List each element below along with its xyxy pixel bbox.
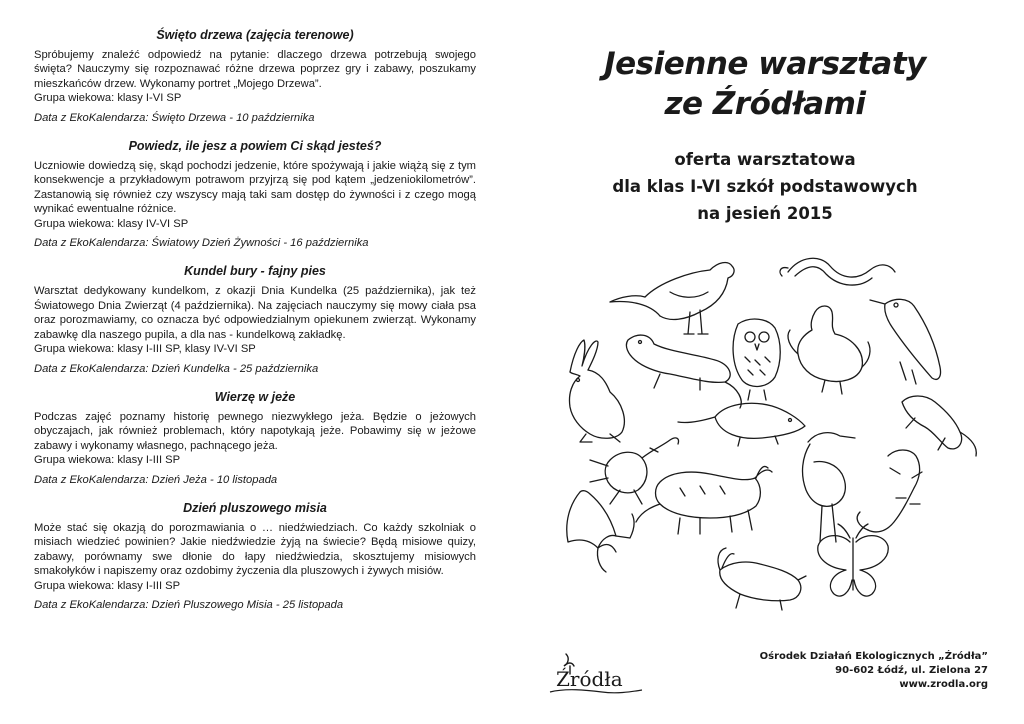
cover-page (540, 0, 1024, 724)
owl-icon (733, 319, 780, 400)
workshop-section (34, 264, 476, 375)
stoat-icon (626, 335, 741, 408)
butterfly-icon (818, 524, 888, 596)
eco-calendar-date: Data z EkoKalendarza: Światowy Dzień Żywności - 16 października (34, 237, 369, 250)
eco-calendar-date: Data z EkoKalendarza: Święto Drzewa - 10 października (34, 111, 315, 124)
workshop-description: Uczniowie dowiedzą się, skąd pochodzi jedzenie, które spożywają i jakie wiążą się z tym konsekwencje a przykładowym potrawom przyjrzą się pod kątem „jedzeniokilometrów”. Zastanowią się również czy wszyscy mają taki sam dostęp do żywności i z czego mogą wynikać ewentualne różnice. (34, 160, 476, 216)
workshop-description: Podczas zajęć poznamy historię pewnego niezwykłego jeża. Będzie o jeżowych obyczajach, jak również problemach, który napotykają jeże. Pobawimy się w jeżowe zabawy i wykonamy własnego, pachnącego jeża. (34, 410, 476, 452)
bat-icon (567, 491, 634, 572)
shrew-icon (678, 403, 805, 446)
workshop-section (34, 501, 476, 612)
workshop-section (34, 139, 476, 250)
street-address: 90-602 Łódź, ul. Zielona 27 (835, 665, 988, 676)
age-group: Grupa wiekowa: klasy IV-VI SP (34, 217, 189, 230)
heron-icon (803, 433, 855, 542)
workshop-title: Dzień pluszowego misia (183, 500, 327, 515)
eco-calendar-date: Data z EkoKalendarza: Dzień Jeża - 10 listopada (34, 473, 278, 486)
workshop-title: Powiedz, ile jesz a powiem Ci skąd jesteś? (128, 139, 382, 154)
organization-name: Ośrodek Działań Ekologicznych „Źródła” (759, 651, 988, 662)
wildcat-icon (636, 466, 772, 534)
workshop-description: Warsztat dedykowany kundelkom, z okazji Dnia Kundelka (25 października), jak też Światowego Dnia Zwierząt (4 października). Na zajęciach nauczymy się mowy ciała psa oraz porozmawiamy, co oznacza być odpowiedzialnym opiekunem zwierząt. Wykonamy zabawkę dla naszego pupila, a dla nas - kundelkową zakładkę. (34, 285, 476, 341)
lizard-icon (857, 450, 922, 532)
age-group: Grupa wiekowa: klasy I-III SP (34, 579, 181, 592)
logo-text: Źródła (556, 667, 623, 691)
workshop-title: Wierzę w jeże (214, 389, 296, 404)
main-title (540, 44, 990, 124)
subtitle-line: na jesień 2015 (697, 204, 833, 223)
age-group: Grupa wiekowa: klasy I-III SP (34, 454, 181, 467)
age-group: Grupa wiekowa: klasy I-III SP, klasy IV-VI SP (34, 343, 256, 356)
website-url: www.zrodla.org (899, 679, 988, 690)
subtitle-line: oferta warsztatowa (674, 150, 856, 169)
newt-icon (902, 396, 976, 456)
workshop-section (34, 28, 476, 125)
capercaillie-icon (788, 306, 870, 394)
hare-icon (569, 340, 624, 442)
snake-icon (780, 258, 895, 285)
workshop-title: Kundel bury - fajny pies (184, 264, 326, 279)
workshop-list (34, 28, 476, 626)
main-title-line: ze Źródłami (664, 86, 866, 122)
stag-beetle-icon (590, 438, 679, 504)
organization-address (760, 650, 988, 692)
workshop-description: Może stać się okazją do porozmawiania o … niedźwiedziach. Co każdy szkolniak o misiach wiedzieć powinien? Jakie niedźwiedzie żyją na świecie? Będą misiowe quizy, zabawy, porównamy swe dłonie do łapy niedźwiedzia, skosztujemy misiowych smakołyków i napiszemy oraz ozdobimy życzenia dla pluszowych i żywych misiów. (34, 521, 476, 578)
grouse-icon (610, 263, 734, 334)
age-group: Grupa wiekowa: klasy I-VI SP (34, 92, 182, 105)
eco-calendar-date: Data z EkoKalendarza: Dzień Pluszowego Misia - 25 listopada (34, 598, 344, 611)
workshop-title: Święto drzewa (zajęcia terenowe) (156, 28, 354, 42)
subtitle-line: dla klas I-VI szkół podstawowych (612, 177, 918, 196)
eco-calendar-date: Data z EkoKalendarza: Dzień Kundelka - 25 października (34, 362, 319, 375)
lynx-icon (718, 548, 806, 610)
zrodla-logo (546, 648, 646, 696)
workshop-description: Spróbujemy znaleźć odpowiedź na pytanie: dlaczego drzewa potrzebują swojego święta? Nauczymy się rozpoznawać różne drzewa poprzez gry i zabawy, poszukamy mieszkańców drzew. Wykonamy portret „Mojego Drzewa”. (34, 49, 476, 90)
subtitle (540, 146, 990, 227)
workshop-section (34, 390, 476, 487)
main-title-line: Jesienne warsztaty (604, 46, 926, 82)
animal-illustration (550, 242, 990, 642)
woodpecker-icon (870, 299, 941, 384)
